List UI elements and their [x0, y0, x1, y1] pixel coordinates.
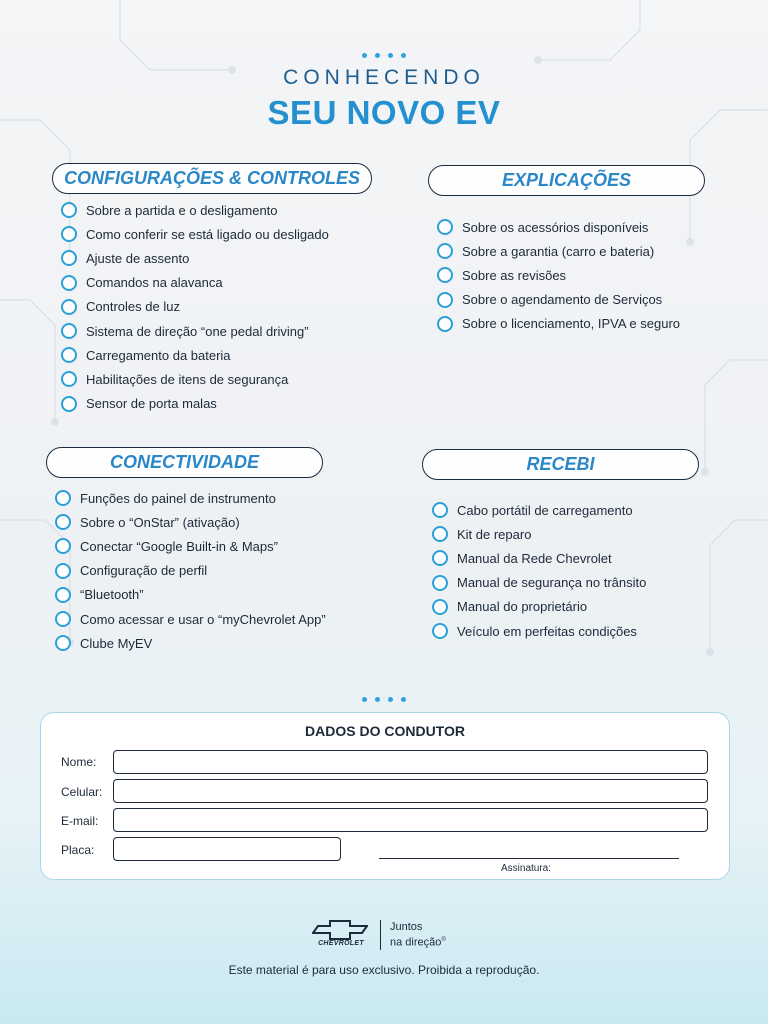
list-item[interactable] [437, 288, 680, 312]
brand-name: CHEVROLET [318, 940, 364, 947]
item-label: Manual do proprietário [457, 599, 588, 615]
list-item[interactable] [437, 215, 680, 239]
decorative-dots-middle [0, 689, 768, 707]
title-seu-novo-ev: SEU NOVO EV [267, 94, 501, 131]
label-placa: Placa: [61, 843, 95, 857]
item-label: Sobre o “OnStar” (ativação) [80, 514, 240, 530]
list-item[interactable] [55, 559, 326, 583]
checklist-recebi [432, 498, 646, 643]
checkbox-circle-icon[interactable] [61, 323, 77, 339]
list-item[interactable] [61, 392, 329, 416]
chevrolet-bowtie-icon [312, 920, 368, 940]
checkbox-circle-icon[interactable] [61, 371, 77, 387]
item-label: Cabo portátil de carregamento [457, 502, 633, 518]
checkbox-circle-icon[interactable] [55, 563, 71, 579]
section-title-conectividade: CONECTIVIDADE [46, 447, 323, 478]
checklist-configuracoes [61, 198, 329, 416]
checkbox-circle-icon[interactable] [432, 526, 448, 542]
section-title-configuracoes: CONFIGURAÇÕES & CONTROLES [52, 163, 372, 194]
checkbox-circle-icon[interactable] [61, 299, 77, 315]
chevrolet-brand [310, 918, 470, 952]
checkbox-circle-icon[interactable] [61, 396, 77, 412]
item-label: Sobre o agendamento de Serviços [462, 292, 663, 308]
list-item[interactable] [61, 295, 329, 319]
item-label: Sobre a partida e o desligamento [86, 202, 278, 218]
list-item[interactable] [432, 595, 646, 619]
brand-divider [380, 920, 381, 950]
item-label: Sobre a garantia (carro e bateria) [462, 243, 655, 259]
item-label: Sistema de direção “one pedal driving” [86, 323, 309, 339]
list-item[interactable] [55, 607, 326, 631]
list-item[interactable] [55, 631, 326, 655]
list-item[interactable] [55, 510, 326, 534]
checkbox-circle-icon[interactable] [432, 623, 448, 639]
list-item[interactable] [432, 498, 646, 522]
tagline-line2: na direção [390, 936, 442, 949]
checkbox-circle-icon[interactable] [61, 347, 77, 363]
item-label: Sobre os acessórios disponíveis [462, 219, 649, 235]
item-label: Clube MyEV [80, 635, 153, 651]
item-label: Funções do painel de instrumento [80, 490, 276, 506]
section-title-recebi: RECEBI [422, 449, 699, 480]
list-item[interactable] [61, 246, 329, 270]
checklist-conectividade [55, 486, 326, 655]
list-item[interactable] [437, 263, 680, 287]
checkbox-circle-icon[interactable] [432, 599, 448, 615]
item-label: Manual de segurança no trânsito [457, 575, 647, 591]
list-item[interactable] [61, 319, 329, 343]
item-label: Configuração de perfil [80, 563, 208, 579]
checkbox-circle-icon[interactable] [432, 502, 448, 518]
list-item[interactable] [61, 343, 329, 367]
list-item[interactable] [55, 583, 326, 607]
item-label: Sensor de porta malas [86, 396, 217, 412]
list-item[interactable] [61, 367, 329, 391]
driver-data-card [40, 712, 730, 880]
section-title-explicacoes: EXPLICAÇÕES [428, 165, 705, 196]
list-item[interactable] [432, 619, 646, 643]
list-item[interactable] [55, 486, 326, 510]
checkbox-circle-icon[interactable] [437, 243, 453, 259]
decorative-dots-top [0, 45, 768, 63]
item-label: Manual da Rede Chevrolet [457, 550, 612, 566]
item-label: “Bluetooth” [80, 587, 144, 603]
item-label: Kit de reparo [457, 526, 532, 542]
list-item[interactable] [55, 534, 326, 558]
form-title: DADOS DO CONDUTOR [305, 723, 465, 739]
checkbox-circle-icon[interactable] [55, 611, 71, 627]
footer-disclaimer: Este material é para uso exclusivo. Proibida a reprodução. [228, 963, 540, 977]
checkbox-circle-icon[interactable] [61, 250, 77, 266]
item-label: Comandos na alavanca [86, 275, 223, 291]
list-item[interactable] [437, 312, 680, 336]
checkbox-circle-icon[interactable] [437, 267, 453, 283]
checkbox-circle-icon[interactable] [61, 226, 77, 242]
trademark-symbol: ® [441, 937, 446, 943]
label-nome: Nome: [61, 755, 97, 769]
item-label: Ajuste de assento [86, 250, 190, 266]
nome-field[interactable] [113, 750, 708, 774]
celular-field[interactable] [113, 779, 708, 803]
checkbox-circle-icon[interactable] [432, 550, 448, 566]
label-celular: Celular: [61, 785, 103, 799]
placa-field[interactable] [113, 837, 341, 861]
item-label: Sobre o licenciamento, IPVA e seguro [462, 316, 680, 332]
email-field[interactable] [113, 808, 708, 832]
title-conhecendo: CONHECENDO [283, 66, 485, 89]
item-label: Habilitações de itens de segurança [86, 371, 289, 387]
list-item[interactable] [432, 522, 646, 546]
signature-line[interactable] [379, 858, 679, 859]
list-item[interactable] [61, 222, 329, 246]
item-label: Como conferir se está ligado ou desligado [86, 226, 329, 242]
list-item[interactable] [432, 571, 646, 595]
item-label: Veículo em perfeitas condições [457, 623, 637, 639]
item-label: Controles de luz [86, 299, 180, 315]
checkbox-circle-icon[interactable] [437, 316, 453, 332]
brand-tagline [390, 921, 446, 950]
checkbox-circle-icon[interactable] [55, 538, 71, 554]
item-label: Sobre as revisões [462, 267, 567, 283]
checkbox-circle-icon[interactable] [55, 635, 71, 651]
item-label: Carregamento da bateria [86, 347, 231, 363]
checkbox-circle-icon[interactable] [61, 275, 77, 291]
list-item[interactable] [61, 198, 329, 222]
signature-label: Assinatura: [501, 863, 552, 874]
checklist-explicacoes [437, 215, 680, 336]
list-item[interactable] [437, 239, 680, 263]
checkbox-circle-icon[interactable] [55, 587, 71, 603]
list-item[interactable] [61, 271, 329, 295]
label-email: E-mail: [61, 814, 99, 828]
item-label: Conectar “Google Built-in & Maps” [80, 538, 278, 554]
item-label: Como acessar e usar o “myChevrolet App” [80, 611, 326, 627]
checkbox-circle-icon[interactable] [55, 490, 71, 506]
checkbox-circle-icon[interactable] [432, 575, 448, 591]
checkbox-circle-icon[interactable] [61, 202, 77, 218]
list-item[interactable] [432, 546, 646, 570]
tagline-line1: Juntos [390, 921, 423, 933]
checkbox-circle-icon[interactable] [437, 219, 453, 235]
checkbox-circle-icon[interactable] [437, 292, 453, 308]
checkbox-circle-icon[interactable] [55, 514, 71, 530]
